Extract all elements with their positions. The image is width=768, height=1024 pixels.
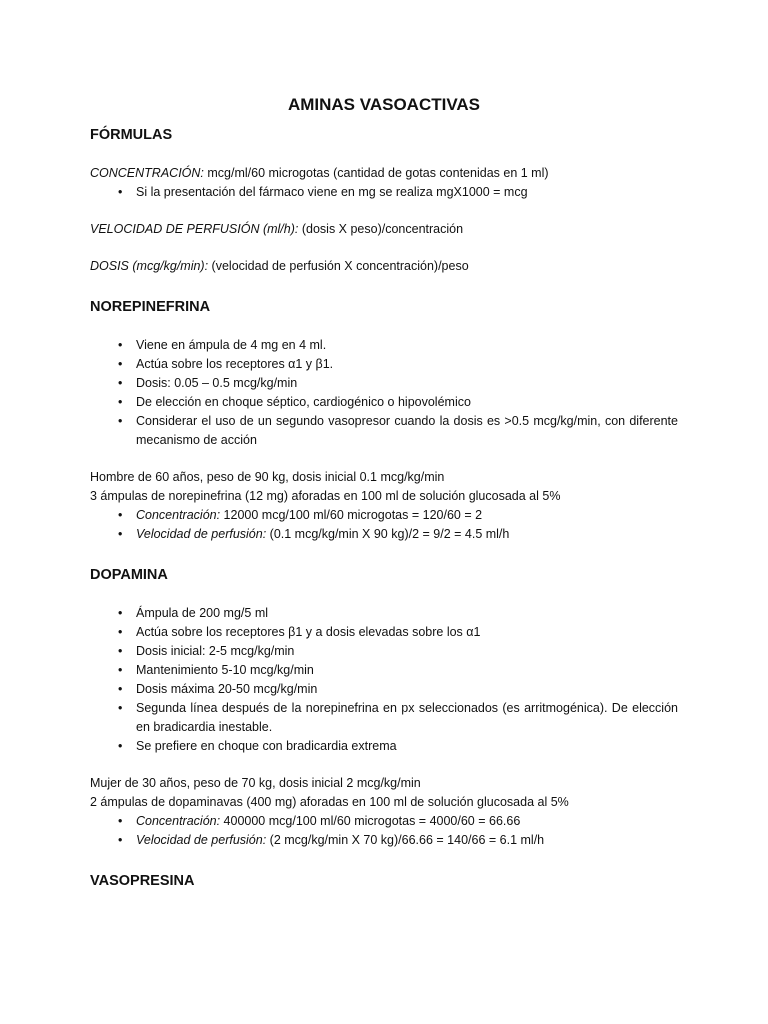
formula-velocidad-label: VELOCIDAD DE PERFUSIÓN (ml/h): (90, 222, 299, 236)
list-item: • Dosis máxima 20-50 mcg/kg/min (136, 680, 678, 699)
list-item (136, 525, 678, 544)
list-item: • Ámpula de 200 mg/5 ml (136, 604, 678, 623)
list-item: • De elección en choque séptico, cardiogénico o hipovolémico (136, 393, 678, 412)
list-item: • Dosis inicial: 2-5 mcg/kg/min (136, 642, 678, 661)
formula-dosis-text: (velocidad de perfusión X concentración)/peso (208, 259, 469, 273)
list-item: • Dosis: 0.05 – 0.5 mcg/kg/min (136, 374, 678, 393)
calc-velocidad-label: Velocidad de perfusión: (136, 833, 267, 847)
formula-velocidad (90, 220, 678, 239)
list-item: • Se prefiere en choque con bradicardia extrema (136, 737, 678, 756)
formula-concentracion-label: CONCENTRACIÓN: (90, 166, 204, 180)
formula-concentracion-text: mcg/ml/60 microgotas (cantidad de gotas contenidas en 1 ml) (203, 166, 549, 180)
norepinefrina-case-line1: Hombre de 60 años, peso de 90 kg, dosis inicial 0.1 mcg/kg/min (90, 470, 445, 484)
list-item: • Actúa sobre los receptores β1 y a dosis elevadas sobre los α1 (136, 623, 678, 642)
formula-velocidad-text: (dosis X peso)/concentración (298, 222, 464, 236)
norepinefrina-case-line2: 3 ámpulas de norepinefrina (12 mg) aforadas en 100 ml de solución glucosada al 5% (90, 489, 561, 503)
calc-concentracion-label: Concentración: (136, 814, 221, 828)
list-item: • Segunda línea después de la norepinefrina en px seleccionados (es arritmogénica). De elección en bradicardia inestable. (136, 699, 678, 737)
calc-velocidad-text: (2 mcg/kg/min X 70 kg)/66.66 = 140/66 = 6.1 ml/h (266, 833, 545, 847)
list-item: • Actúa sobre los receptores α1 y β1. (136, 355, 678, 374)
dopamina-case-line1: Mujer de 30 años, peso de 70 kg, dosis inicial 2 mcg/kg/min (90, 776, 421, 790)
page-title: AMINAS VASOACTIVAS (287, 95, 481, 114)
dopamina-calc-list (90, 812, 678, 850)
section-heading-formulas: FÓRMULAS (90, 127, 173, 143)
norepinefrina-calc-list (90, 506, 678, 544)
list-item (136, 506, 678, 525)
calc-velocidad-label: Velocidad de perfusión: (136, 527, 267, 541)
calc-concentracion-label: Concentración: (136, 508, 221, 522)
section-heading-norepinefrina: NOREPINEFRINA (90, 299, 211, 315)
section-heading-dopamina: DOPAMINA (90, 567, 168, 583)
list-item (136, 831, 678, 850)
section-heading-vasopresina: VASOPRESINA (90, 873, 195, 889)
list-item: • Mantenimiento 5-10 mcg/kg/min (136, 661, 678, 680)
list-item: • Si la presentación del fármaco viene en mg se realiza mgX1000 = mcg (136, 183, 678, 202)
list-item: • Viene en ámpula de 4 mg en 4 ml. (136, 336, 678, 355)
norepinefrina-list (90, 336, 678, 450)
formula-dosis-label: DOSIS (mcg/kg/min): (90, 259, 209, 273)
calc-concentracion-text: 400000 mcg/100 ml/60 microgotas = 4000/60 = 66.66 (220, 814, 521, 828)
dopamina-list (90, 604, 678, 756)
calc-velocidad-text: (0.1 mcg/kg/min X 90 kg)/2 = 9/2 = 4.5 ml/h (266, 527, 510, 541)
list-item (136, 812, 678, 831)
formula-concentracion-list (90, 183, 678, 202)
list-item: • Considerar el uso de un segundo vasopresor cuando la dosis es >0.5 mcg/kg/min, con diferente mecanismo de acción (136, 412, 678, 450)
dopamina-case-line2: 2 ámpulas de dopaminavas (400 mg) aforadas en 100 ml de solución glucosada al 5% (90, 795, 569, 809)
formula-concentracion (90, 164, 678, 183)
formula-dosis (90, 257, 678, 276)
calc-concentracion-text: 12000 mcg/100 ml/60 microgotas = 120/60 = 2 (220, 508, 483, 522)
